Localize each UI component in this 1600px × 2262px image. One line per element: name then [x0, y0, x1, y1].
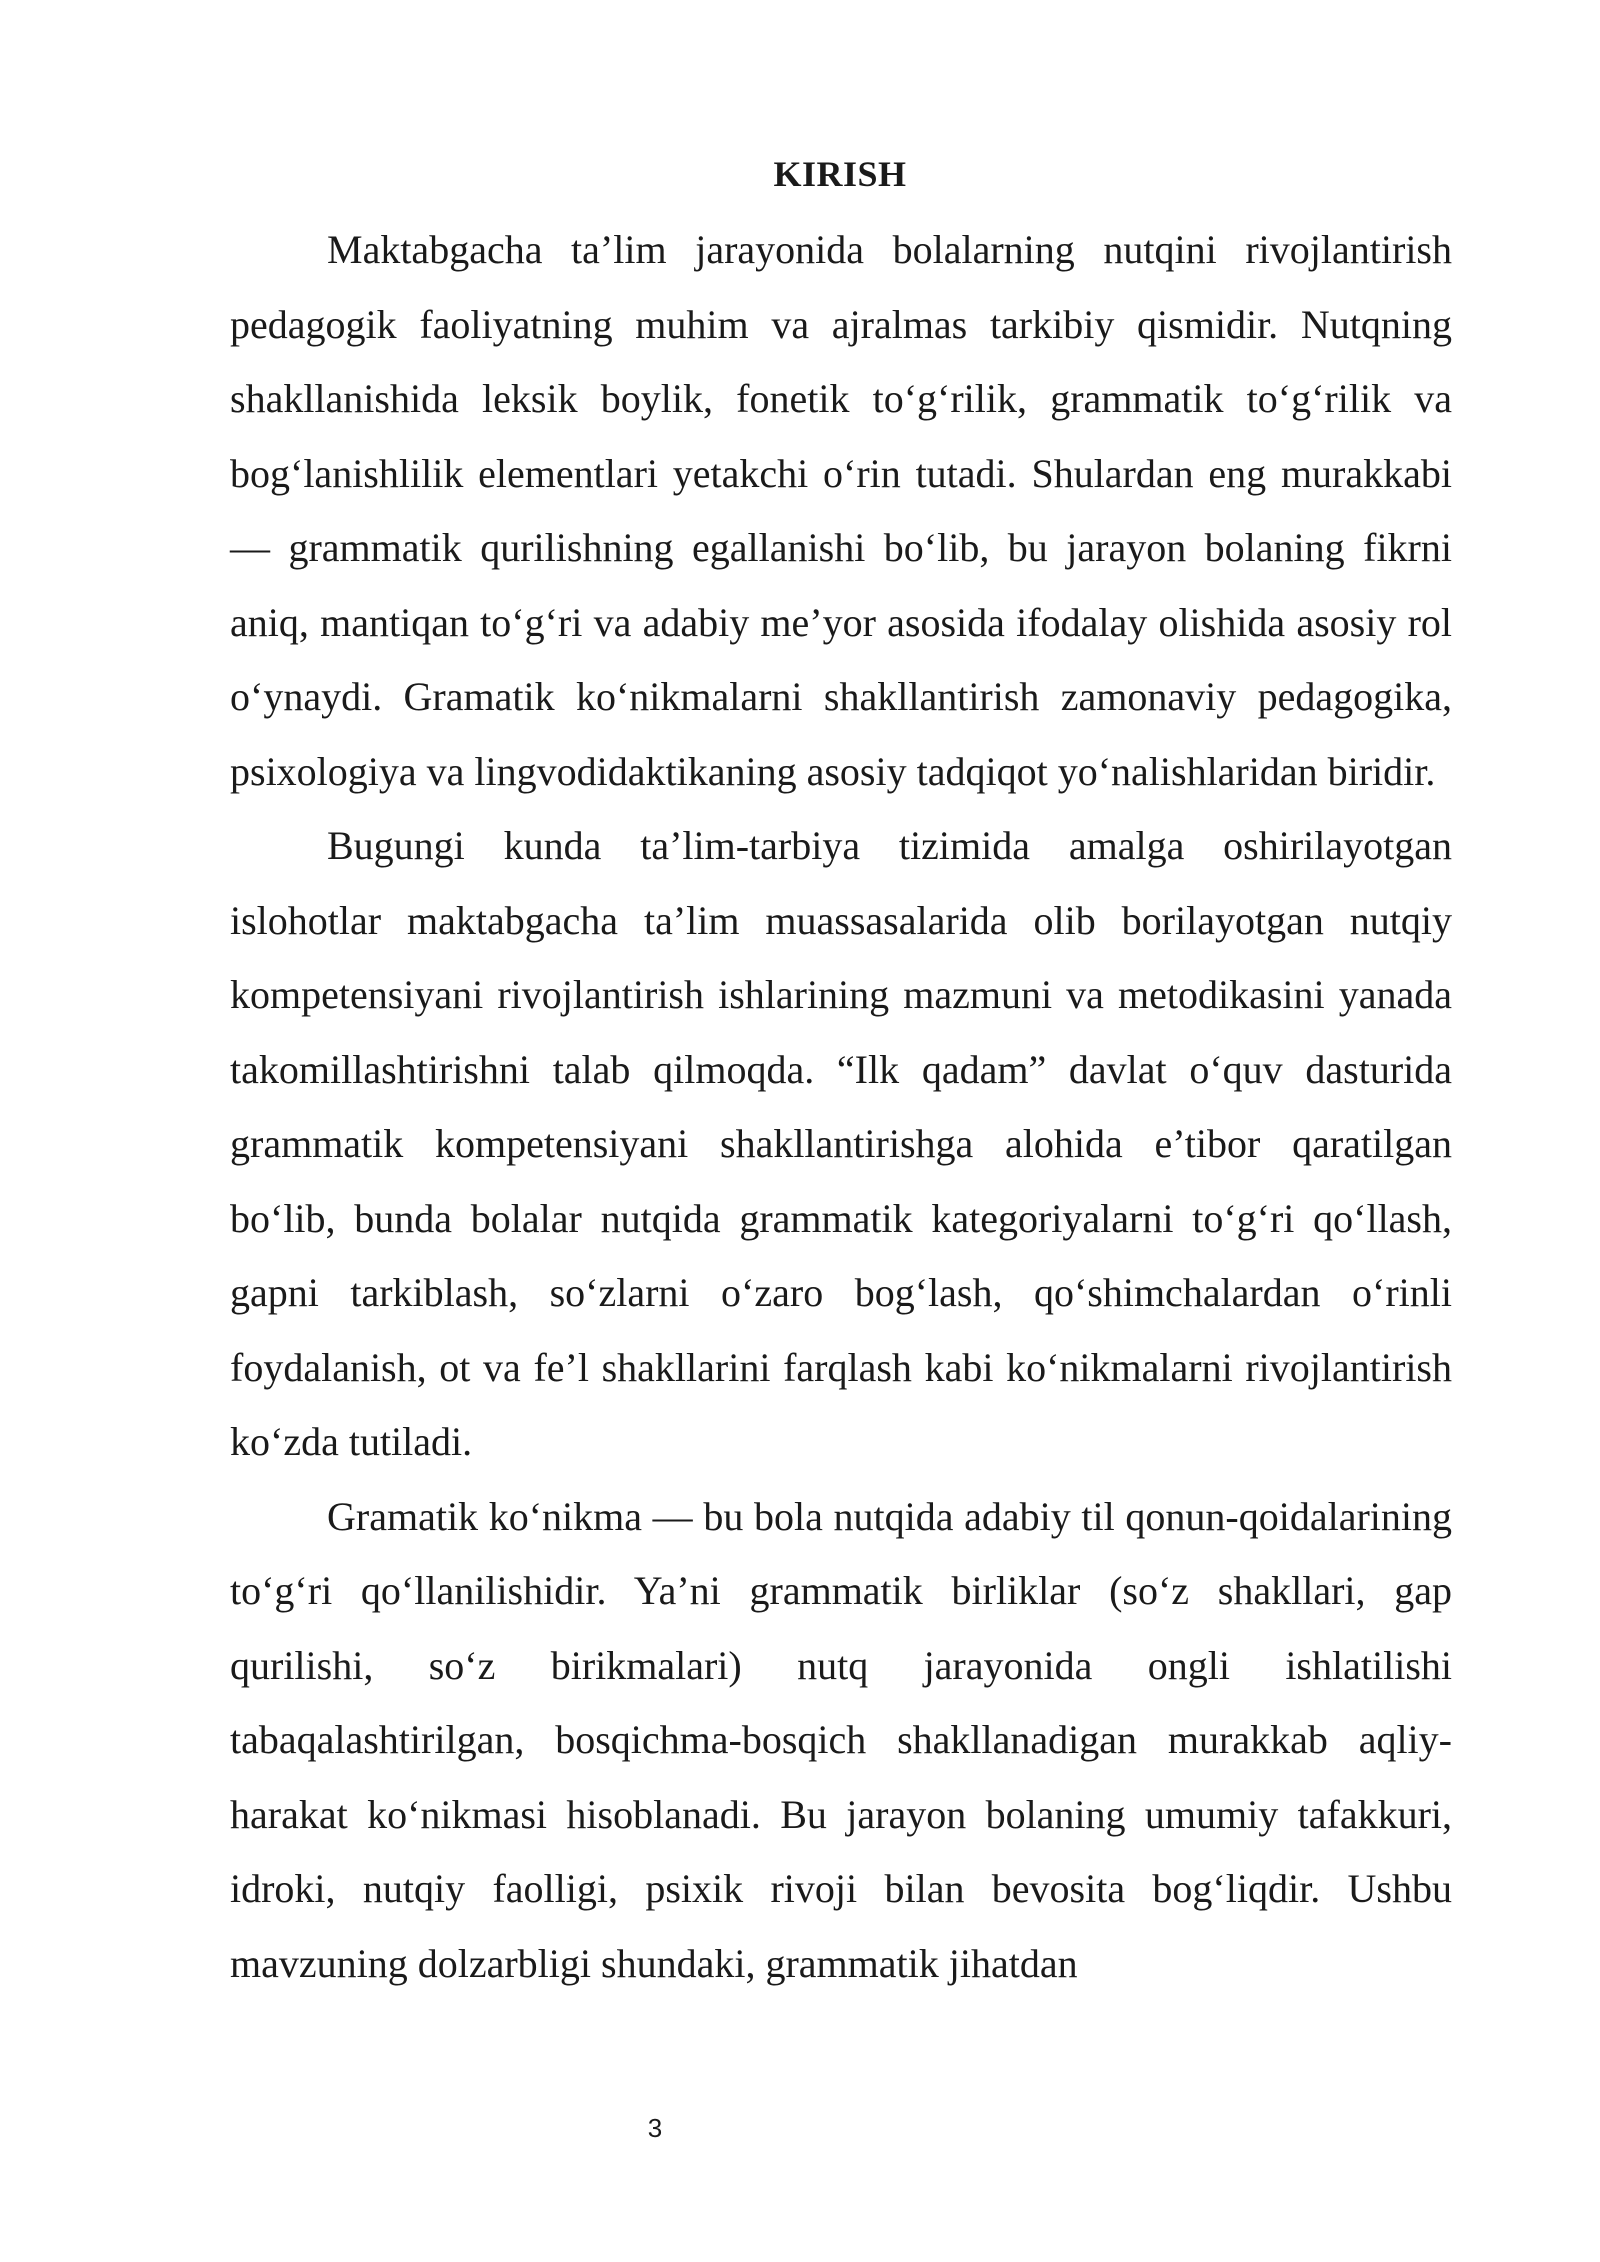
paragraph-1: Maktabgacha ta’lim jarayonida bolalarning nutqini rivojlantirish pedagogik faoliyatning muhim va ajralmas tarkibiy qismidir. Nutqning shakllanishida leksik boylik, fonetik to‘g‘rilik, grammatik to‘g‘rilik va bog‘lanishlilik elementlari yetakchi o‘rin tutadi. Shulardan eng murakkabi — grammatik qurilishning egallanishi bo‘lib, bu jarayon bolaning fikrni aniq, mantiqan to‘g‘ri va adabiy me’yor asosida ifodalay olishida asosiy rol o‘ynaydi. Gramatik ko‘nikmalarni shakllantirish zamonaviy pedagogika, psixologiya va lingvodidaktikaning asosiy tadqiqot yo‘nalishlaridan biridir.: [230, 227, 1452, 794]
section-heading: KIRISH: [773, 154, 907, 194]
body-text: [230, 213, 1452, 2001]
paragraph-3: Gramatik ko‘nikma — bu bola nutqida adabiy til qonun-qoidalarining to‘g‘ri qo‘llanilishidir. Ya’ni grammatik birliklar (so‘z shakllari, gap qurilishi, so‘z birikmalari) nutq jarayonida ongli ishlatilishi tabaqalashtirilgan, bosqichma-bosqich shakllanadigan murakkab aqliy-harakat ko‘nikmasi hisoblanadi. Bu jarayon bolaning umumiy tafakkuri, idroki, nutqiy faolligi, psixik rivoji bilan bevosita bog‘liqdir. Ushbu mavzuning dolzarbligi shundaki, grammatik jihatdan: [230, 1493, 1452, 1986]
paragraph-2: Bugungi kunda ta’lim-tarbiya tizimida amalga oshirilayotgan islohotlar maktabgacha ta’lim muassasalarida olib borilayotgan nutqiy kompetensiyani rivojlantirish ishlarining mazmuni va metodikasini yanada takomillashtirishni talab qilmoqda. “Ilk qadam” davlat o‘quv dasturida grammatik kompetensiyani shakllantirishga alohida e’tibor qaratilgan bo‘lib, bunda bolalar nutqida grammatik kategoriyalarni to‘g‘ri qo‘llash, gapni tarkiblash, so‘zlarni o‘zaro bog‘lash, qo‘shimchalardan o‘rinli foydalanish, ot va fe’l shakllarini farqlash kabi ko‘nikmalarni rivojlantirish ko‘zda tutiladi.: [230, 823, 1452, 1464]
page-number: 3: [647, 2113, 663, 2143]
